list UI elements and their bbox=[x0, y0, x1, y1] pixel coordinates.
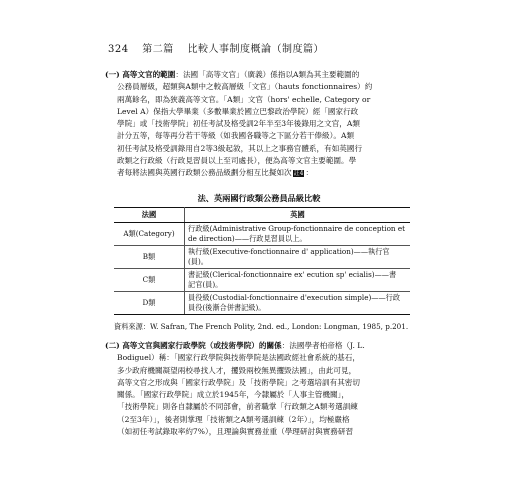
uk-equivalent: 書記級(Clerical-fonctionnaire ex' ecution sp' ecialis)——書 記官(員)。 bbox=[185, 269, 411, 292]
section-relation-title: 高等文官與國家行政學院（或技術學院）的關係 bbox=[122, 341, 282, 350]
page-header bbox=[108, 40, 334, 55]
uk-equivalent: 員役級(Custodial-fonctionnaire d'execution simple)——行政 員役(後漸合併書記級)。 bbox=[185, 292, 411, 315]
book-title: 比較人事制度概論（制度篇） bbox=[187, 44, 324, 55]
section-scope-body: 公務員層級，超類與A類中之較高層級「文官」（hauts fonctionnaires）約 兩萬餘名，即為狹義高等文官。「A類」文官（hors' echelle, Category or Level A）保指大學畢業（多數畢業於國立巴黎政治學院）經「國家行政 學院」或「技術學院」初任考試及格受訓2年半至3年後錄用之文官，A類 計分五等，每等再分若干等級（如我國各職等之下區分若干俸級）。A類 初任考試及格受訓錄用自2等3級起敘，其以上之事務官體系，有如英國行 政類之行政級（行政見習員以上至司處長），便為高等文官主要範圍。學 者每將法國與英國行政類公務品級劃分相互比擬如次 註4 ： bbox=[117, 82, 373, 178]
table-row bbox=[114, 223, 410, 246]
table-row bbox=[114, 269, 410, 292]
footnote-reference[interactable]: 註4 bbox=[293, 170, 304, 178]
uk-equivalent: 執行級(Executive-fonctionnaire d' application)——執行官 (員)。 bbox=[185, 246, 411, 269]
table-header-row bbox=[114, 208, 410, 223]
table-row bbox=[114, 292, 410, 315]
table-source-note: 資料來源：W. Safran, The French Polity, 2nd. ed., London: Longman, 1985, p.201. bbox=[114, 322, 409, 331]
part-label: 第二篇 bbox=[142, 44, 174, 55]
section-relation-mark: (二) bbox=[105, 341, 120, 350]
column-header-france: 法國 bbox=[114, 208, 185, 223]
page-number: 324 bbox=[108, 44, 129, 55]
table-row bbox=[114, 246, 410, 269]
section-scope-line-0: (一) 高等文官的範圍：法國「高等文官」（廣義）係指以A類為其主要範圍的 bbox=[105, 70, 360, 79]
france-category: C類 bbox=[114, 269, 185, 292]
section-scope bbox=[105, 69, 417, 180]
france-category: D類 bbox=[114, 292, 185, 315]
table-caption: 法、英兩國行政類公務員品級比較 bbox=[197, 193, 321, 203]
france-category: A類(Category) bbox=[114, 223, 185, 246]
section-relation-body: Bodiguel）稱：「國家行政學院與技術學院是法國政經社會系統的基石， 多少政府機關凝望兩校尋找人才，攫毀兩校無異攫毀法國」，由此可見， 高等文官之形成與「國家行政學院」及「技術學院」之考選培訓有其密切 關係。「國家行政學院」成立於1945年，今隸屬於「人事主管機關」， 「技術學院」則各自隸屬於不同部會，前者職掌「行政類之A類考選訓練 （2至3年）」，後者則掌理「技術類之A類考選訓練（2年）」，均極嚴格 （如初任考試錄取率約7%），且理論與實務並重（學理研討與實務研習 bbox=[117, 353, 360, 437]
column-header-uk: 英國 bbox=[185, 208, 411, 223]
section-scope-title: 高等文官的範圍 bbox=[122, 70, 176, 79]
section-scope-mark: (一) bbox=[105, 70, 120, 79]
rank-comparison-table bbox=[114, 207, 410, 315]
uk-equivalent: 行政級(Administrative Group-fonctionnaire de conception et de direction)——行政見習員以上。 bbox=[185, 223, 411, 246]
section-relation bbox=[105, 340, 417, 438]
section-relation-line-0: (二) 高等文官與國家行政學院（或技術學院）的關係：法國學者柏帝格（J. L. bbox=[105, 341, 365, 350]
france-category: B類 bbox=[114, 246, 185, 269]
